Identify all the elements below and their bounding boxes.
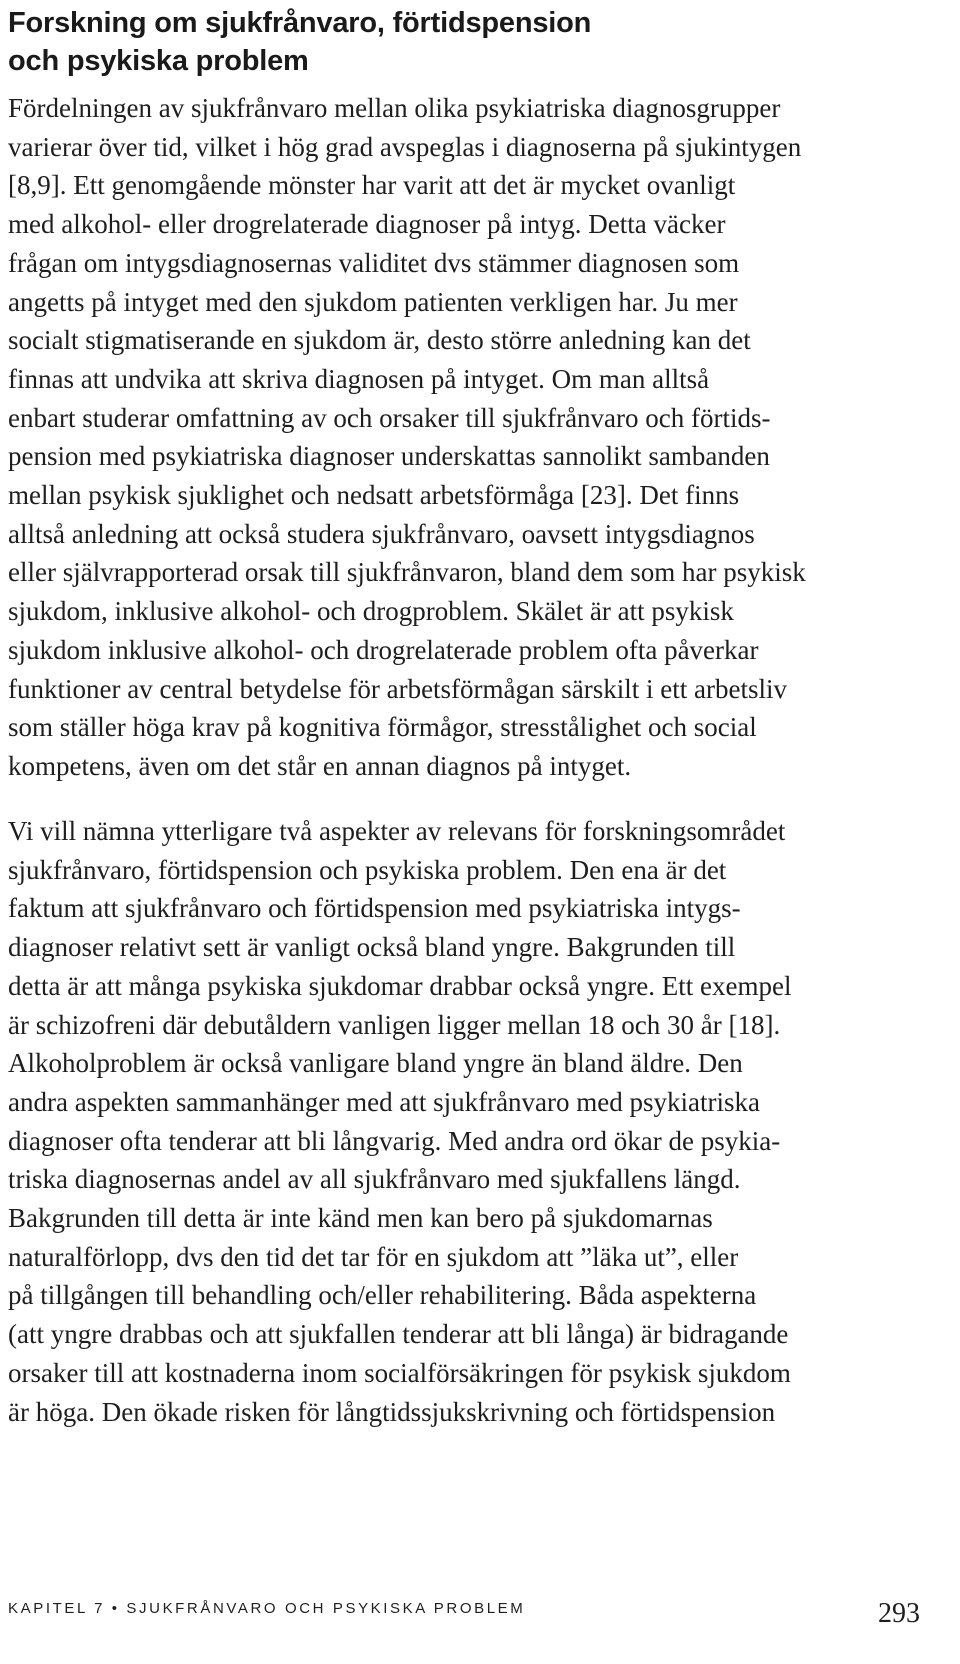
- text-line: Vi vill nämna ytterligare två aspekter av relevans för forskningsområdet: [8, 816, 786, 846]
- text-line: socialt stigmatiserande en sjukdom är, desto större anledning kan det: [8, 325, 751, 356]
- body-paragraph: [8, 812, 938, 1431]
- text-line: orsaker till att kostnaderna inom socialförsäkringen för psykisk sjukdom: [8, 1357, 791, 1388]
- text-line: Alkoholproblem är också vanligare bland yngre än bland äldre. Den: [8, 1048, 743, 1079]
- text-line: pension med psykiatriska diagnoser underskattas sannolikt sambanden: [8, 441, 770, 472]
- text-line: angetts på intyget med den sjukdom patienten verkligen har. Ju mer: [8, 286, 738, 317]
- text-line: funktioner av central betydelse för arbetsförmågan särskilt i ett arbetsliv: [8, 673, 787, 704]
- page-number: 293: [878, 1598, 920, 1629]
- text-line: på tillgången till behandling och/eller rehabilitering. Båda aspekterna: [8, 1280, 757, 1311]
- text-line: diagnoser relativt sett är vanligt också bland yngre. Bakgrunden till: [8, 932, 736, 963]
- text-line: Bakgrunden till detta är inte känd men kan bero på sjukdomarnas: [8, 1203, 713, 1234]
- heading-line: och psykiska problem: [8, 45, 309, 77]
- text-line: med alkohol- eller drogrelaterade diagnoser på intyg. Detta väcker: [8, 209, 726, 240]
- section-heading: [8, 4, 908, 80]
- text-line: [8,9]. Ett genomgående mönster har varit att det är mycket ovanligt: [8, 170, 736, 201]
- text-line: Fördelningen av sjukfrånvaro mellan olika psykiatriska diagnosgrupper: [8, 93, 781, 123]
- text-line: kompetens, även om det står en annan diagnos på intyget.: [8, 750, 632, 781]
- text-line: som ställer höga krav på kognitiva förmågor, stresstålighet och social: [8, 712, 757, 743]
- text-line: faktum att sjukfrånvaro och förtidspension med psykiatriska intygs-: [8, 893, 741, 924]
- text-line: diagnoser ofta tenderar att bli långvarig. Med andra ord ökar de psykia-: [8, 1125, 781, 1156]
- text-line: triska diagnosernas andel av all sjukfrånvaro med sjukfallens längd.: [8, 1164, 741, 1195]
- text-line: mellan psykisk sjuklighet och nedsatt arbetsförmåga [23]. Det finns: [8, 480, 740, 511]
- text-line: är höga. Den ökade risken för långtidssjukskrivning och förtidspension: [8, 1396, 776, 1427]
- text-line: finnas att undvika att skriva diagnosen på intyget. Om man alltså: [8, 363, 710, 394]
- text-line: frågan om intygsdiagnosernas validitet dvs stämmer diagnosen som: [8, 247, 740, 278]
- text-line: sjukfrånvaro, förtidspension och psykiska problem. Den ena är det: [8, 854, 727, 885]
- text-line: enbart studerar omfattning av och orsaker till sjukfrånvaro och förtids-: [8, 402, 771, 433]
- text-line: sjukdom inklusive alkohol- och drogrelaterade problem ofta påverkar: [8, 634, 759, 665]
- text-line: (att yngre drabbas och att sjukfallen tenderar att bli långa) är bidragande: [8, 1319, 789, 1350]
- text-line: är schizofreni där debutåldern vanligen ligger mellan 18 och 30 år [18].: [8, 1009, 781, 1040]
- text-line: detta är att många psykiska sjukdomar drabbar också yngre. Ett exempel: [8, 970, 792, 1001]
- running-footer: KAPITEL 7 • SJUKFRÅNVARO OCH PSYKISKA PROBLEM: [8, 1600, 526, 1617]
- text-line: sjukdom, inklusive alkohol- och drogproblem. Skälet är att psykisk: [8, 596, 734, 627]
- text-line: varierar över tid, vilket i hög grad avspeglas i diagnoserna på sjukintygen: [8, 131, 802, 162]
- text-line: naturalförlopp, dvs den tid det tar för en sjukdom att ”läka ut”, eller: [8, 1241, 739, 1272]
- text-line: eller självrapporterad orsak till sjukfrånvaron, bland dem som har psykisk: [8, 557, 806, 588]
- text-line: andra aspekten sammanhänger med att sjukfrånvaro med psykiatriska: [8, 1086, 760, 1117]
- body-paragraph: [8, 89, 938, 786]
- text-line: alltså anledning att också studera sjukfrånvaro, oavsett intygsdiagnos: [8, 518, 755, 549]
- heading-line: Forskning om sjukfrånvaro, förtidspension: [8, 7, 592, 39]
